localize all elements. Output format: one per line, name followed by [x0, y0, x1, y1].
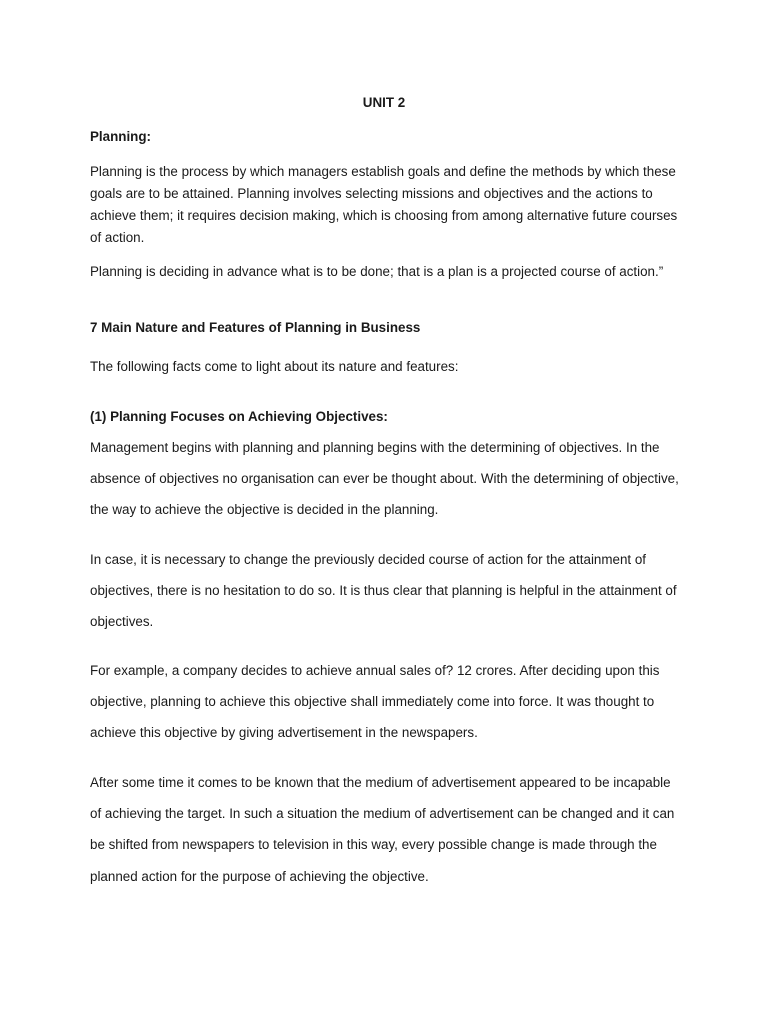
features-intro: The following facts come to light about its nature and features:: [90, 359, 459, 374]
definition-paragraph: Planning is deciding in advance what is to be done; that is a plan is a projected course of action.”: [90, 264, 664, 279]
feature1-heading: (1) Planning Focuses on Achieving Objectives:: [90, 409, 388, 424]
feature1-paragraph-3: For example, a company decides to achieve annual sales of? 12 crores. After deciding upon this objective, planning to achieve this objective shall immediately come into force. It was thought to achieve this objective by giving advertisement in the newspapers.: [90, 663, 660, 741]
intro-paragraph: Planning is the process by which managers establish goals and define the methods by which these goals are to be attained. Planning involves selecting missions and objectives and the actions to achieve them; it requires decision making, which is choosing from among alternative future courses of action.: [90, 164, 678, 245]
feature1-paragraph-4: After some time it comes to be known that the medium of advertisement appeared to be incapable of achieving the target. In such a situation the medium of advertisement can be changed and it can be shifted from newspapers to television in this way, every possible change is made through the planned action for the purpose of achieving the objective.: [90, 775, 675, 884]
feature1-paragraph-1: Management begins with planning and planning begins with the determining of objectives. In the absence of objectives no organisation can ever be thought about. With the determining of objective, the way to achieve the objective is decided in the planning.: [90, 440, 679, 518]
planning-heading: Planning:: [90, 129, 151, 144]
unit-title: UNIT 2: [362, 95, 406, 110]
feature1-paragraph-2: In case, it is necessary to change the previously decided course of action for the attainment of objectives, there is no hesitation to do so. It is thus clear that planning is helpful in the attainment of objectives.: [90, 552, 677, 630]
features-heading: 7 Main Nature and Features of Planning in Business: [90, 320, 421, 335]
